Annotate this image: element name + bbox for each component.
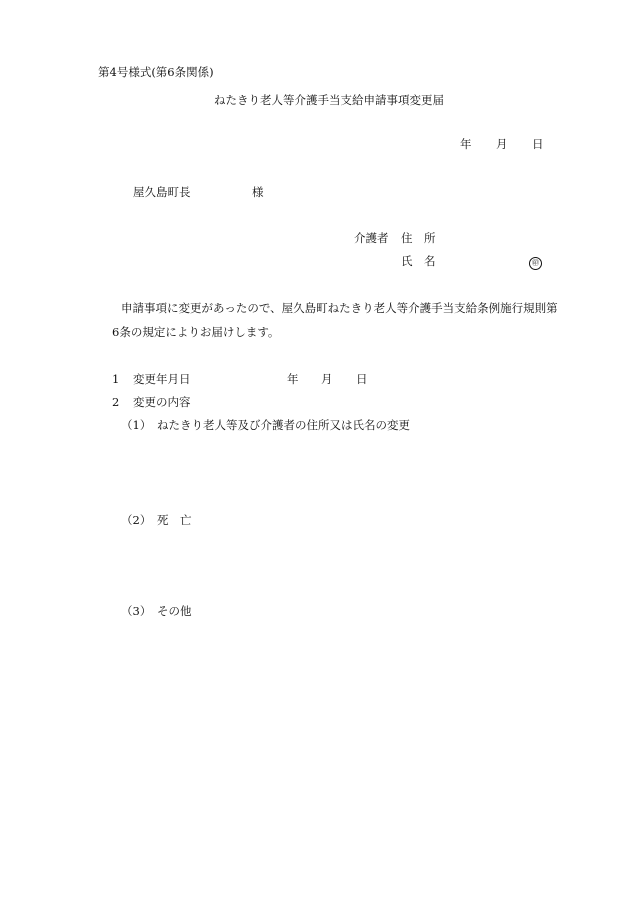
applicant-role-label: 介護者: [354, 231, 389, 245]
form-number: 第4号様式(第6条関係): [98, 65, 214, 79]
body-text-line-1: 申請事項に変更があったので、屋久島町ねたきり老人等介護手当支給条例施行規則第: [121, 301, 558, 315]
applicant-address-label: 住 所: [401, 231, 436, 245]
subitem-number: （2）: [121, 513, 152, 527]
date-month-label: 月: [496, 137, 508, 151]
subitem-label: 死 亡: [157, 513, 192, 527]
item-2-number: 2: [112, 395, 120, 409]
subitem-number: （1）: [121, 418, 152, 432]
subitem-number: （3）: [121, 604, 152, 618]
seal-mark: ㊞: [529, 257, 542, 270]
item-1-day-label: 日: [356, 372, 368, 386]
body-text-line-2: 6条の規定によりお届けします。: [112, 325, 280, 339]
subitem-label: ねたきり老人等及び介護者の住所又は氏名の変更: [157, 418, 410, 432]
item-1-number: 1: [112, 372, 120, 386]
applicant-name-label: 氏 名: [401, 254, 436, 268]
addressee-honorific: 様: [252, 185, 264, 199]
date-year-label: 年: [460, 137, 472, 151]
item-1-label: 変更年月日: [133, 372, 191, 386]
document-title: ねたきり老人等介護手当支給申請事項変更届: [214, 93, 444, 107]
item-2-label: 変更の内容: [133, 395, 191, 409]
addressee-name: 屋久島町長: [133, 185, 191, 199]
subitem-label: その他: [157, 604, 192, 618]
item-1-year-label: 年: [287, 372, 299, 386]
item-1-month-label: 月: [321, 372, 333, 386]
date-day-label: 日: [532, 137, 544, 151]
